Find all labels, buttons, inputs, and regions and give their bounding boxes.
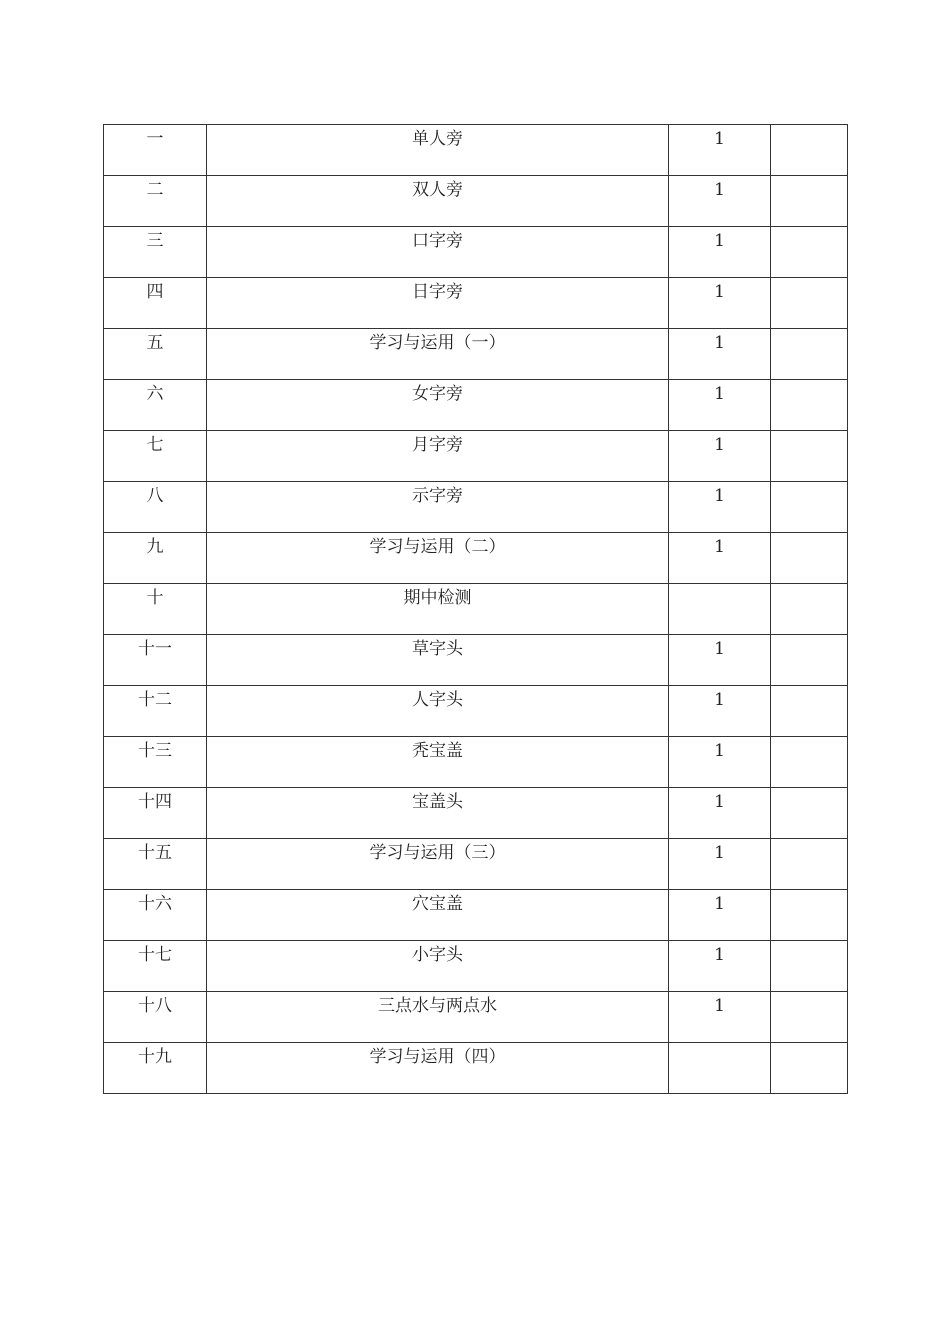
lesson-hours: 1 [714, 996, 725, 1016]
lesson-hours: 1 [714, 282, 725, 302]
hours-cell [669, 686, 771, 737]
lesson-note [771, 380, 847, 384]
week-cell [104, 890, 207, 941]
note-cell [771, 941, 848, 992]
table-row [104, 584, 848, 635]
lesson-hours: 1 [714, 537, 725, 557]
topic-cell [207, 686, 669, 737]
week-number: 十七 [138, 945, 172, 965]
lesson-topic: 期中检测 [403, 588, 472, 608]
week-cell [104, 227, 207, 278]
week-cell [104, 125, 207, 176]
note-cell [771, 890, 848, 941]
lesson-hours: 1 [714, 435, 725, 455]
lesson-hours: 1 [714, 231, 725, 251]
lesson-topic: 示字旁 [412, 486, 463, 506]
lesson-topic: 学习与运用（二） [369, 537, 506, 557]
week-number: 十六 [138, 894, 172, 914]
week-cell [104, 992, 207, 1043]
hours-cell [669, 992, 771, 1043]
lesson-topic: 三点水与两点水 [378, 996, 497, 1016]
lesson-topic: 单人旁 [412, 129, 463, 149]
week-number: 五 [146, 333, 164, 353]
hours-cell [669, 890, 771, 941]
table-row [104, 992, 848, 1043]
table-row [104, 176, 848, 227]
week-number: 三 [146, 231, 164, 251]
lesson-hours [669, 1043, 770, 1047]
topic-cell [207, 329, 669, 380]
note-cell [771, 278, 848, 329]
topic-cell [207, 227, 669, 278]
lesson-note [771, 890, 847, 894]
note-cell [771, 176, 848, 227]
table-row [104, 839, 848, 890]
topic-cell [207, 941, 669, 992]
table-row [104, 686, 848, 737]
note-cell [771, 1043, 848, 1094]
hours-cell [669, 227, 771, 278]
lesson-topic: 口字旁 [412, 231, 463, 251]
hours-cell [669, 737, 771, 788]
week-number: 十 [146, 588, 164, 608]
table-row [104, 788, 848, 839]
lesson-topic: 学习与运用（一） [369, 333, 506, 353]
note-cell [771, 329, 848, 380]
week-number: 十四 [138, 792, 172, 812]
lesson-hours: 1 [714, 792, 725, 812]
week-cell [104, 788, 207, 839]
week-number: 十一 [138, 639, 172, 659]
week-number: 十二 [138, 690, 172, 710]
week-number: 九 [146, 537, 164, 557]
week-number: 一 [146, 129, 164, 149]
lesson-topic: 双人旁 [412, 180, 463, 200]
week-cell [104, 941, 207, 992]
note-cell [771, 380, 848, 431]
note-cell [771, 584, 848, 635]
week-number: 十九 [138, 1047, 172, 1067]
topic-cell [207, 890, 669, 941]
week-number: 四 [146, 282, 164, 302]
lesson-hours: 1 [714, 180, 725, 200]
lesson-note [771, 992, 847, 996]
lesson-note [771, 1043, 847, 1047]
lesson-note [771, 635, 847, 639]
lesson-topic: 学习与运用（三） [369, 843, 506, 863]
note-cell [771, 737, 848, 788]
hours-cell [669, 635, 771, 686]
week-cell [104, 737, 207, 788]
lesson-topic: 日字旁 [412, 282, 463, 302]
topic-cell [207, 839, 669, 890]
week-number: 八 [146, 486, 164, 506]
topic-cell [207, 788, 669, 839]
lesson-note [771, 125, 847, 129]
lesson-topic: 草字头 [412, 639, 463, 659]
lesson-hours: 1 [714, 384, 725, 404]
table-row [104, 125, 848, 176]
note-cell [771, 839, 848, 890]
note-cell [771, 431, 848, 482]
note-cell [771, 992, 848, 1043]
note-cell [771, 125, 848, 176]
table-row [104, 1043, 848, 1094]
lesson-hours: 1 [714, 741, 725, 761]
lesson-hours: 1 [714, 843, 725, 863]
topic-cell [207, 380, 669, 431]
lesson-note [771, 737, 847, 741]
hours-cell [669, 482, 771, 533]
week-cell [104, 635, 207, 686]
topic-cell [207, 584, 669, 635]
lesson-note [771, 278, 847, 282]
lesson-hours: 1 [714, 894, 725, 914]
week-cell [104, 686, 207, 737]
lesson-hours: 1 [714, 945, 725, 965]
week-cell [104, 584, 207, 635]
topic-cell [207, 125, 669, 176]
lesson-hours: 1 [714, 333, 725, 353]
table-row [104, 635, 848, 686]
lesson-topic: 女字旁 [412, 384, 463, 404]
lesson-note [771, 431, 847, 435]
table-row [104, 431, 848, 482]
note-cell [771, 686, 848, 737]
hours-cell [669, 941, 771, 992]
table-row [104, 482, 848, 533]
lesson-topic: 小字头 [412, 945, 463, 965]
lesson-hours: 1 [714, 639, 725, 659]
hours-cell [669, 533, 771, 584]
lesson-topic: 人字头 [412, 690, 463, 710]
week-cell [104, 176, 207, 227]
hours-cell [669, 176, 771, 227]
table-row [104, 941, 848, 992]
note-cell [771, 533, 848, 584]
week-number: 十三 [138, 741, 172, 761]
week-cell [104, 839, 207, 890]
week-cell [104, 380, 207, 431]
week-cell [104, 329, 207, 380]
hours-cell [669, 1043, 771, 1094]
week-number: 十八 [138, 996, 172, 1016]
lesson-topic: 学习与运用（四） [369, 1047, 506, 1067]
table-row [104, 890, 848, 941]
week-number: 六 [146, 384, 164, 404]
hours-cell [669, 329, 771, 380]
hours-cell [669, 839, 771, 890]
table-row [104, 329, 848, 380]
lesson-note [771, 941, 847, 945]
lesson-note [771, 329, 847, 333]
topic-cell [207, 737, 669, 788]
lesson-topic: 宝盖头 [412, 792, 463, 812]
lesson-hours [669, 584, 770, 588]
table-row [104, 278, 848, 329]
topic-cell [207, 176, 669, 227]
lesson-topic: 月字旁 [412, 435, 463, 455]
lesson-note [771, 839, 847, 843]
lesson-topic: 穴宝盖 [412, 894, 463, 914]
hours-cell [669, 278, 771, 329]
week-cell [104, 1043, 207, 1094]
week-cell [104, 533, 207, 584]
note-cell [771, 482, 848, 533]
week-number: 二 [146, 180, 164, 200]
note-cell [771, 788, 848, 839]
table-row [104, 380, 848, 431]
lesson-note [771, 584, 847, 588]
lesson-hours: 1 [714, 129, 725, 149]
topic-cell [207, 431, 669, 482]
topic-cell [207, 635, 669, 686]
week-cell [104, 278, 207, 329]
lesson-topic: 秃宝盖 [412, 741, 463, 761]
lesson-note [771, 686, 847, 690]
topic-cell [207, 278, 669, 329]
week-cell [104, 431, 207, 482]
lesson-note [771, 227, 847, 231]
lesson-hours: 1 [714, 486, 725, 506]
table-row [104, 737, 848, 788]
lesson-schedule-table [103, 124, 848, 1094]
hours-cell [669, 788, 771, 839]
week-number: 十五 [138, 843, 172, 863]
lesson-note [771, 533, 847, 537]
hours-cell [669, 584, 771, 635]
lesson-note [771, 482, 847, 486]
note-cell [771, 635, 848, 686]
hours-cell [669, 431, 771, 482]
week-cell [104, 482, 207, 533]
hours-cell [669, 125, 771, 176]
lesson-note [771, 176, 847, 180]
topic-cell [207, 1043, 669, 1094]
topic-cell [207, 992, 669, 1043]
table-row [104, 533, 848, 584]
table-row [104, 227, 848, 278]
lesson-hours: 1 [714, 690, 725, 710]
lesson-note [771, 788, 847, 792]
week-number: 七 [146, 435, 164, 455]
topic-cell [207, 482, 669, 533]
hours-cell [669, 380, 771, 431]
note-cell [771, 227, 848, 278]
topic-cell [207, 533, 669, 584]
